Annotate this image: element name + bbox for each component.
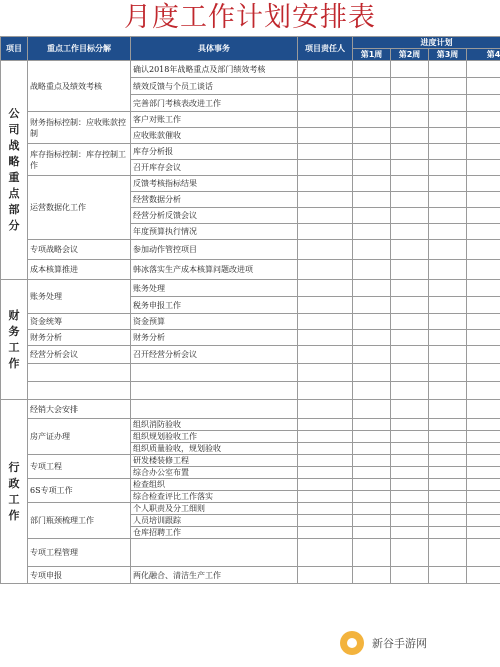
week-3-cell <box>429 192 467 208</box>
week-4-cell <box>467 419 500 431</box>
week-1-cell <box>353 297 391 314</box>
week-1-cell <box>353 176 391 192</box>
week-3-cell <box>429 567 467 584</box>
week-3-cell <box>429 112 467 128</box>
owner-cell <box>298 330 353 346</box>
week-2-cell <box>391 128 429 144</box>
plan-table-body <box>1 61 500 584</box>
week-4-cell <box>467 224 500 240</box>
week-1-cell <box>353 144 391 160</box>
week-4-cell <box>467 431 500 443</box>
task-cell: 人员培训跟踪 <box>131 515 298 527</box>
table-row <box>1 176 500 192</box>
week-3-cell <box>429 479 467 491</box>
goal-cell: 经营分析会议 <box>28 346 131 364</box>
header-week-3: 第3周 <box>429 49 467 61</box>
task-cell: 研发楼装修工程 <box>131 455 298 467</box>
week-2-cell <box>391 419 429 431</box>
week-4-cell <box>467 112 500 128</box>
task-cell: 经营数据分析 <box>131 192 298 208</box>
week-4-cell <box>467 78 500 95</box>
week-3-cell <box>429 224 467 240</box>
task-cell <box>131 539 298 567</box>
week-3-cell <box>429 95 467 112</box>
week-3-cell <box>429 443 467 455</box>
week-1-cell <box>353 330 391 346</box>
owner-cell <box>298 567 353 584</box>
week-2-cell <box>391 382 429 400</box>
week-4-cell <box>467 455 500 467</box>
week-3-cell <box>429 314 467 330</box>
owner-cell <box>298 95 353 112</box>
plan-table <box>0 36 500 584</box>
owner-cell <box>298 419 353 431</box>
week-1-cell <box>353 567 391 584</box>
week-1-cell <box>353 95 391 112</box>
week-2-cell <box>391 61 429 78</box>
owner-cell <box>298 455 353 467</box>
week-1-cell <box>353 443 391 455</box>
week-3-cell <box>429 297 467 314</box>
owner-cell <box>298 467 353 479</box>
goal-cell: 专项工程管理 <box>28 539 131 567</box>
owner-cell <box>298 224 353 240</box>
task-cell: 组织质量验收，规划验收 <box>131 443 298 455</box>
week-4-cell <box>467 260 500 280</box>
table-row <box>1 567 500 584</box>
week-4-cell <box>467 382 500 400</box>
owner-cell <box>298 260 353 280</box>
task-cell: 经营分析反馈会议 <box>131 208 298 224</box>
week-4-cell <box>467 539 500 567</box>
week-3-cell <box>429 455 467 467</box>
week-4-cell <box>467 160 500 176</box>
owner-cell <box>298 479 353 491</box>
week-3-cell <box>429 400 467 419</box>
week-1-cell <box>353 491 391 503</box>
week-4-cell <box>467 192 500 208</box>
goal-cell: 6S专项工作 <box>28 479 131 503</box>
header-task: 具体事务 <box>131 37 298 61</box>
week-2-cell <box>391 364 429 382</box>
goal-cell: 财务分析 <box>28 330 131 346</box>
table-row <box>1 280 500 297</box>
table-row <box>1 364 500 382</box>
table-row <box>1 503 500 515</box>
owner-cell <box>298 78 353 95</box>
week-3-cell <box>429 515 467 527</box>
owner-cell <box>298 364 353 382</box>
table-row <box>1 455 500 467</box>
task-cell: 财务分析 <box>131 330 298 346</box>
week-4-cell <box>467 297 500 314</box>
table-row <box>1 400 500 419</box>
week-3-cell <box>429 176 467 192</box>
week-2-cell <box>391 95 429 112</box>
week-1-cell <box>353 208 391 224</box>
week-2-cell <box>391 479 429 491</box>
week-1-cell <box>353 431 391 443</box>
week-3-cell <box>429 240 467 260</box>
week-4-cell <box>467 515 500 527</box>
goal-cell: 财务指标控制：应收账款控制 <box>28 112 131 144</box>
week-1-cell <box>353 128 391 144</box>
owner-cell <box>298 280 353 297</box>
owner-cell <box>298 314 353 330</box>
owner-cell <box>298 443 353 455</box>
week-2-cell <box>391 527 429 539</box>
goal-cell: 房产证办理 <box>28 419 131 455</box>
owner-cell <box>298 503 353 515</box>
task-cell: 参加动作管控项目 <box>131 240 298 260</box>
goal-cell: 资金统筹 <box>28 314 131 330</box>
task-cell: 应收账款催收 <box>131 128 298 144</box>
goal-cell <box>28 364 131 382</box>
owner-cell <box>298 192 353 208</box>
table-row <box>1 346 500 364</box>
table-row <box>1 539 500 567</box>
task-cell <box>131 382 298 400</box>
week-1-cell <box>353 382 391 400</box>
week-2-cell <box>391 539 429 567</box>
week-4-cell <box>467 443 500 455</box>
week-3-cell <box>429 160 467 176</box>
week-1-cell <box>353 364 391 382</box>
task-cell: 韩冰落实生产成本核算问题改进项 <box>131 260 298 280</box>
goal-cell: 库存指标控制：库存控制工作 <box>28 144 131 176</box>
week-2-cell <box>391 260 429 280</box>
task-cell: 召开经营分析会议 <box>131 346 298 364</box>
week-2-cell <box>391 314 429 330</box>
table-row <box>1 112 500 128</box>
task-cell: 两化融合、清洁生产工作 <box>131 567 298 584</box>
week-3-cell <box>429 280 467 297</box>
week-3-cell <box>429 419 467 431</box>
week-2-cell <box>391 160 429 176</box>
week-2-cell <box>391 346 429 364</box>
week-4-cell <box>467 479 500 491</box>
owner-cell <box>298 382 353 400</box>
week-3-cell <box>429 364 467 382</box>
week-4-cell <box>467 400 500 419</box>
week-2-cell <box>391 491 429 503</box>
week-3-cell <box>429 78 467 95</box>
owner-cell <box>298 208 353 224</box>
table-row <box>1 144 500 160</box>
goal-cell: 经销大会安排 <box>28 400 131 419</box>
owner-cell <box>298 297 353 314</box>
week-2-cell <box>391 330 429 346</box>
week-4-cell <box>467 503 500 515</box>
task-cell: 组织规划验收工作 <box>131 431 298 443</box>
watermark-text: 新谷手游网 <box>368 633 431 653</box>
week-1-cell <box>353 527 391 539</box>
week-3-cell <box>429 208 467 224</box>
week-2-cell <box>391 192 429 208</box>
header-week-4: 第4 <box>467 49 500 61</box>
week-4-cell <box>467 144 500 160</box>
week-2-cell <box>391 297 429 314</box>
task-cell: 完善部门考核表改进工作 <box>131 95 298 112</box>
week-4-cell <box>467 567 500 584</box>
owner-cell <box>298 346 353 364</box>
owner-cell <box>298 431 353 443</box>
week-2-cell <box>391 567 429 584</box>
week-1-cell <box>353 280 391 297</box>
week-4-cell <box>467 95 500 112</box>
week-1-cell <box>353 419 391 431</box>
week-2-cell <box>391 144 429 160</box>
week-3-cell <box>429 527 467 539</box>
week-4-cell <box>467 491 500 503</box>
week-1-cell <box>353 400 391 419</box>
week-2-cell <box>391 515 429 527</box>
week-3-cell <box>429 144 467 160</box>
week-4-cell <box>467 280 500 297</box>
table-row <box>1 330 500 346</box>
week-1-cell <box>353 112 391 128</box>
week-1-cell <box>353 479 391 491</box>
section-label: 公司战略重点部分 <box>1 61 28 280</box>
task-cell: 反馈考核指标结果 <box>131 176 298 192</box>
week-3-cell <box>429 260 467 280</box>
week-3-cell <box>429 61 467 78</box>
week-2-cell <box>391 280 429 297</box>
task-cell: 账务处理 <box>131 280 298 297</box>
table-row <box>1 61 500 78</box>
table-row <box>1 314 500 330</box>
goal-cell: 部门瓶颈梳理工作 <box>28 503 131 539</box>
task-cell: 仓库招聘工作 <box>131 527 298 539</box>
week-4-cell <box>467 467 500 479</box>
week-1-cell <box>353 260 391 280</box>
week-1-cell <box>353 467 391 479</box>
header-plan: 进度计划 <box>353 37 500 49</box>
goal-cell: 账务处理 <box>28 280 131 314</box>
week-2-cell <box>391 455 429 467</box>
week-1-cell <box>353 314 391 330</box>
header-owner: 项目责任人 <box>298 37 353 61</box>
week-3-cell <box>429 382 467 400</box>
goal-cell: 专项战略会议 <box>28 240 131 260</box>
week-3-cell <box>429 330 467 346</box>
table-row <box>1 419 500 431</box>
week-3-cell <box>429 431 467 443</box>
week-2-cell <box>391 431 429 443</box>
goal-cell: 运营数据化工作 <box>28 176 131 240</box>
task-cell: 检查组织 <box>131 479 298 491</box>
owner-cell <box>298 128 353 144</box>
week-3-cell <box>429 128 467 144</box>
task-cell: 资金预算 <box>131 314 298 330</box>
header-item: 项目 <box>1 37 28 61</box>
week-1-cell <box>353 539 391 567</box>
header-week-1: 第1周 <box>353 49 391 61</box>
table-row <box>1 240 500 260</box>
week-4-cell <box>467 346 500 364</box>
owner-cell <box>298 539 353 567</box>
week-2-cell <box>391 208 429 224</box>
week-4-cell <box>467 176 500 192</box>
owner-cell <box>298 112 353 128</box>
owner-cell <box>298 515 353 527</box>
task-cell <box>131 400 298 419</box>
week-4-cell <box>467 208 500 224</box>
task-cell: 召开库存会议 <box>131 160 298 176</box>
week-4-cell <box>467 330 500 346</box>
week-2-cell <box>391 240 429 260</box>
week-1-cell <box>353 78 391 95</box>
header-goal: 重点工作目标分解 <box>28 37 131 61</box>
week-1-cell <box>353 240 391 260</box>
week-4-cell <box>467 128 500 144</box>
goal-cell: 专项工程 <box>28 455 131 479</box>
task-cell: 综合检查评比工作落实 <box>131 491 298 503</box>
table-row <box>1 382 500 400</box>
week-2-cell <box>391 224 429 240</box>
week-4-cell <box>467 240 500 260</box>
task-cell: 综合办公室布置 <box>131 467 298 479</box>
task-cell: 个人职责及分工细则 <box>131 503 298 515</box>
owner-cell <box>298 160 353 176</box>
week-1-cell <box>353 61 391 78</box>
week-1-cell <box>353 160 391 176</box>
task-cell: 客户对账工作 <box>131 112 298 128</box>
week-4-cell <box>467 61 500 78</box>
task-cell: 年度预算执行情况 <box>131 224 298 240</box>
week-2-cell <box>391 400 429 419</box>
goal-cell: 专项申报 <box>28 567 131 584</box>
task-cell: 库存分析报 <box>131 144 298 160</box>
task-cell: 确认2018年战略重点及部门绩效考核 <box>131 61 298 78</box>
week-3-cell <box>429 346 467 364</box>
week-1-cell <box>353 346 391 364</box>
game-site-logo-icon <box>340 631 364 655</box>
table-row <box>1 479 500 491</box>
week-3-cell <box>429 539 467 567</box>
week-1-cell <box>353 192 391 208</box>
week-2-cell <box>391 467 429 479</box>
week-4-cell <box>467 364 500 382</box>
week-2-cell <box>391 78 429 95</box>
week-1-cell <box>353 503 391 515</box>
week-4-cell <box>467 314 500 330</box>
goal-cell: 战略重点及绩效考核 <box>28 61 131 112</box>
week-1-cell <box>353 455 391 467</box>
owner-cell <box>298 176 353 192</box>
owner-cell <box>298 240 353 260</box>
section-label: 财务工作 <box>1 280 28 400</box>
week-4-cell <box>467 527 500 539</box>
page-title: 月度工作计划安排表 <box>124 2 376 33</box>
task-cell <box>131 364 298 382</box>
week-3-cell <box>429 467 467 479</box>
week-1-cell <box>353 224 391 240</box>
owner-cell <box>298 527 353 539</box>
owner-cell <box>298 61 353 78</box>
section-label: 行政工作 <box>1 400 28 584</box>
watermark <box>340 627 490 659</box>
week-3-cell <box>429 503 467 515</box>
week-2-cell <box>391 112 429 128</box>
owner-cell <box>298 400 353 419</box>
week-2-cell <box>391 443 429 455</box>
table-row <box>1 260 500 280</box>
task-cell: 绩效反馈与个员工谈话 <box>131 78 298 95</box>
goal-cell: 成本核算推进 <box>28 260 131 280</box>
task-cell: 税务申报工作 <box>131 297 298 314</box>
task-cell: 组织消防验收 <box>131 419 298 431</box>
week-3-cell <box>429 491 467 503</box>
owner-cell <box>298 144 353 160</box>
week-2-cell <box>391 176 429 192</box>
owner-cell <box>298 491 353 503</box>
goal-cell <box>28 382 131 400</box>
header-week-2: 第2周 <box>391 49 429 61</box>
week-1-cell <box>353 515 391 527</box>
week-2-cell <box>391 503 429 515</box>
